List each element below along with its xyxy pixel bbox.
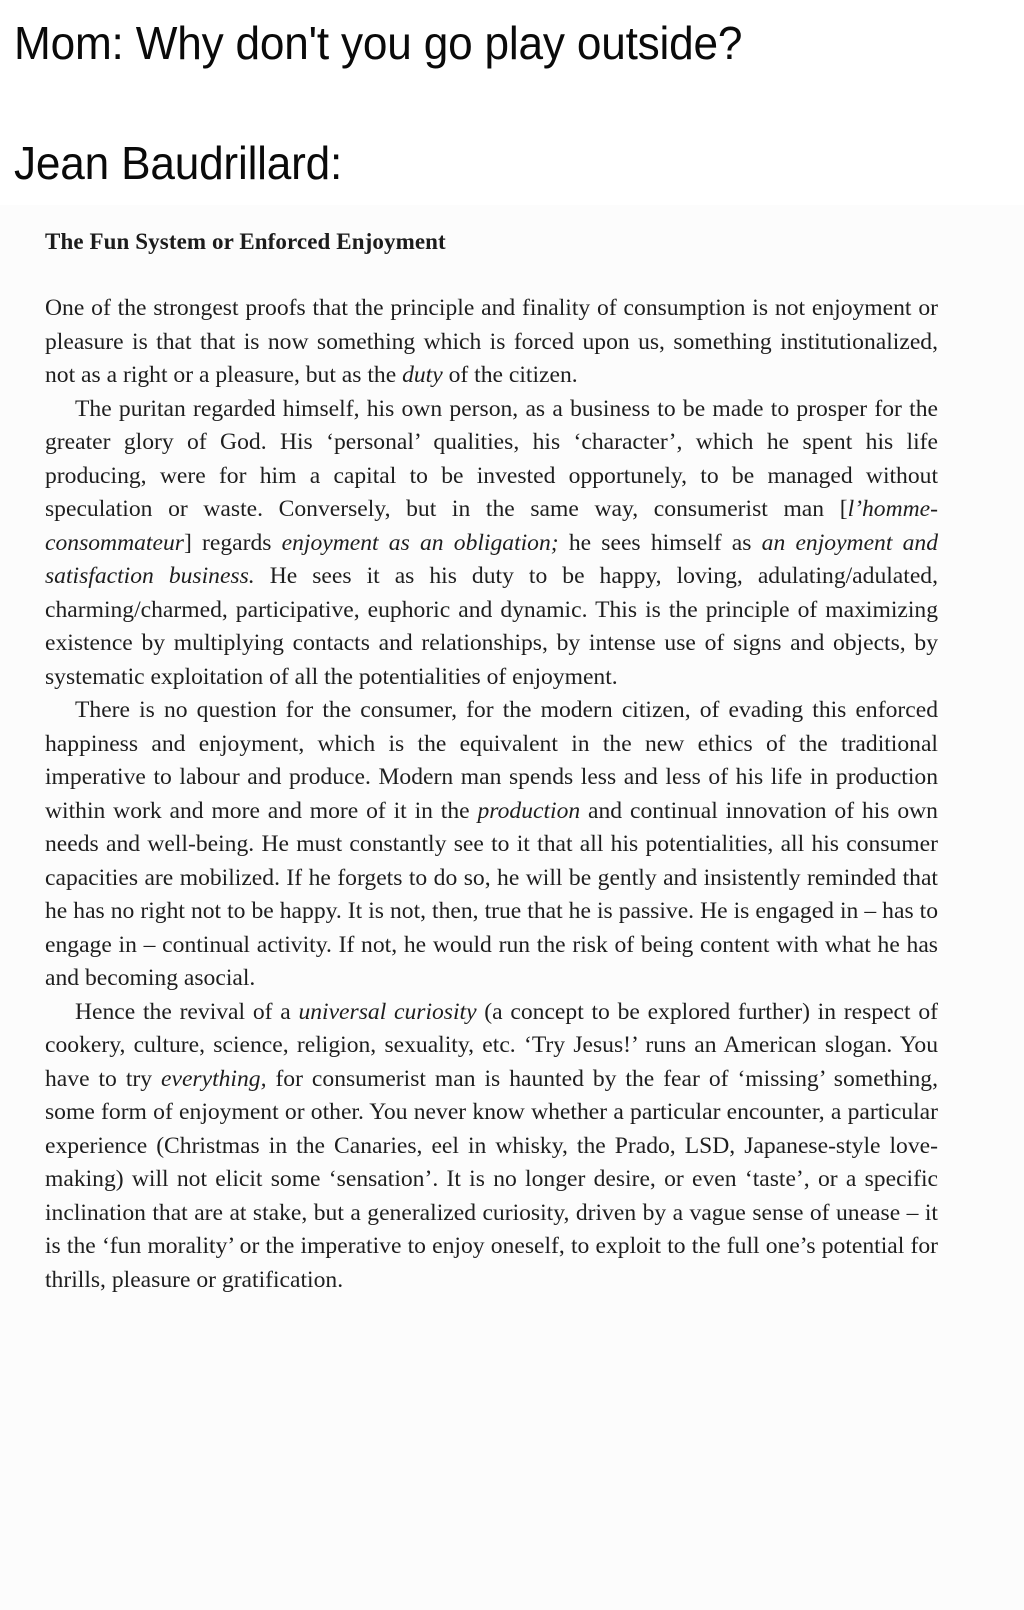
excerpt-paragraph bbox=[45, 393, 938, 695]
excerpt-paragraph bbox=[45, 996, 938, 1298]
text-run: Hence the revival of a bbox=[75, 998, 299, 1025]
excerpt-body bbox=[45, 292, 938, 1297]
text-run: he sees himself as bbox=[558, 529, 762, 556]
italic-phrase: enjoyment as an obligation; bbox=[281, 529, 559, 556]
italic-phrase: l’homme-consommateur bbox=[45, 496, 938, 556]
text-run: and continual innovation of his own needs and well-being. He must constantly see to it that all his potentialities, all his consumer capacities are mobilized. If he forgets to do so, he will be gently and insistently reminded that he has no right not to be happy. It is not, then, true that he is passive. He is engaged in – has to engage in – continual activity. If not, he would run the risk of being content with what he has and becoming asocial. bbox=[45, 797, 938, 991]
italic-phrase: an enjoyment and satisfaction business. bbox=[45, 529, 938, 589]
book-excerpt-scan bbox=[0, 205, 1024, 1610]
text-run: for consumerist man is haunted by the fear of ‘missing’ something, some form of enjoyment or other. You never know whether a particular encounter, a particular experience (Christmas in the Canaries, eel in whisky, the Prado, LSD, Japanese-style love-making) will not elicit some ‘sensation’. It is no longer desire, or even ‘taste’, or a specific inclination that are at stake, but a generalized curiosity, driven by a vague sense of unease – it is the ‘fun morality’ or the imperative to enjoy oneself, to exploit to the full one’s potential for thrills, pleasure or gratification. bbox=[45, 1065, 938, 1293]
text-run: (a concept to be explored further) in respect of cookery, culture, science, religion, sexuality, etc. ‘Try Jesus!’ runs an American slogan. You have to try bbox=[45, 998, 938, 1092]
italic-phrase: duty bbox=[402, 362, 443, 388]
text-run: One of the strongest proofs that the principle and finality of consumption is not enjoyment or pleasure is that that is now something which is forced upon us, something institutionalized, not as a right or a pleasure, but as the bbox=[45, 295, 938, 388]
text-run: ] regards bbox=[183, 529, 282, 556]
text-run: He sees it as his duty to be happy, loving, adulating/adulated, charming/charmed, participative, euphoric and dynamic. This is the principle of maximizing existence by multiplying contacts and relationships, by intense use of signs and objects, by systematic exploitation of all the potentialities of enjoyment. bbox=[45, 563, 938, 690]
italic-phrase: everything, bbox=[161, 1065, 267, 1092]
meme-caption-baudrillard: Jean Baudrillard: bbox=[14, 137, 343, 189]
excerpt-paragraph bbox=[45, 694, 938, 996]
text-run: There is no question for the consumer, for the modern citizen, of evading this enforced happiness and enjoyment, which is the equivalent in the new ethics of the traditional imperative to labour and produce. Modern man spends less and less of his life in production within work and more and more of it in the bbox=[45, 697, 938, 824]
text-run: The puritan regarded himself, his own person, as a business to be made to prosper for the greater glory of God. His ‘personal’ qualities, his ‘character’, which he spent his life producing, were for him a capital to be invested opportunely, to be managed without speculation or waste. Conversely, but in the same way, consumerist man [ bbox=[45, 395, 938, 522]
italic-phrase: universal curiosity bbox=[298, 998, 477, 1025]
excerpt-title: The Fun System or Enforced Enjoyment bbox=[45, 229, 446, 254]
text-run: of the citizen. bbox=[442, 362, 578, 388]
excerpt-paragraph bbox=[45, 292, 938, 393]
meme-caption-mom: Mom: Why don't you go play outside? bbox=[14, 17, 743, 69]
italic-phrase: production bbox=[477, 797, 581, 824]
